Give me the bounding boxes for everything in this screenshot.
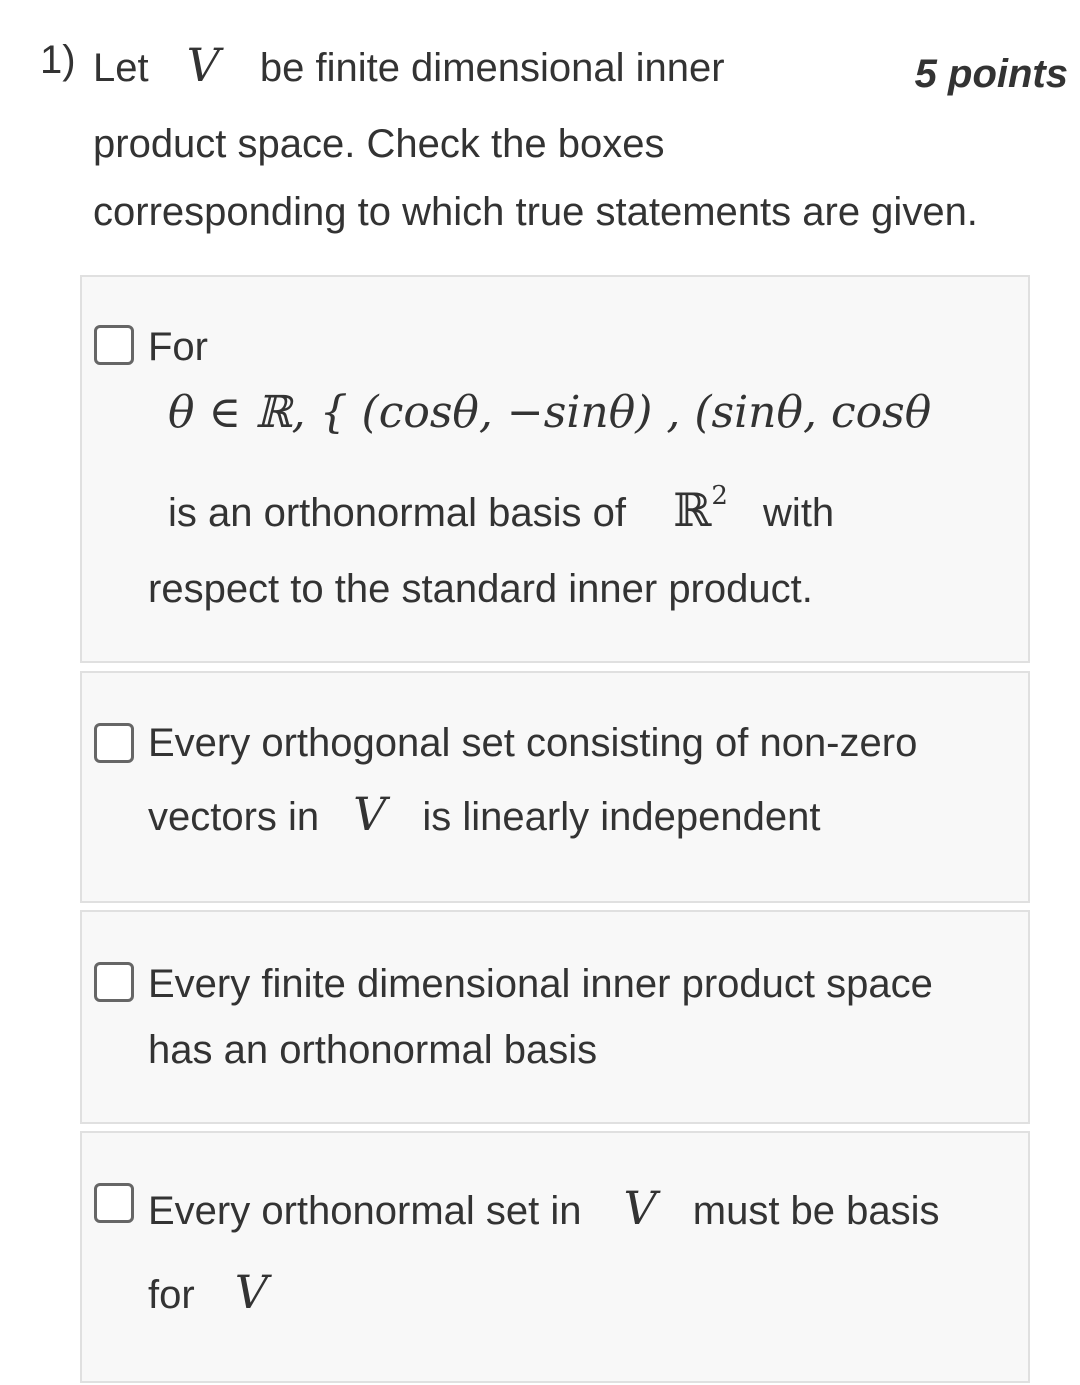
points-label: 5 points	[914, 52, 1068, 96]
option-4-line-2: for V	[148, 1265, 268, 1319]
option-2-line-2: vectors in V is linearly independent	[148, 787, 821, 841]
math-v: V	[186, 38, 220, 92]
option-1-line-1: For	[148, 325, 208, 369]
option-4-line-1: Every orthonormal set in V must be basis	[148, 1181, 940, 1235]
option-2-checkbox[interactable]	[94, 723, 134, 763]
option-1-formula: θ ∈ ℝ, { (cosθ, −sinθ) , (sinθ, cosθ	[168, 387, 932, 438]
math-reals: ℝ$^2$	[673, 481, 728, 537]
math-v: V	[353, 787, 387, 841]
option-2-line-1: Every orthogonal set consisting of non-zero	[148, 721, 918, 765]
question-text-line-1: Let V be finite dimensional inner	[93, 38, 725, 92]
option-3-checkbox[interactable]	[94, 962, 134, 1002]
question-number: 1)	[40, 38, 76, 82]
question-text-line-3: corresponding to which true statements are given.	[93, 190, 978, 234]
option-3[interactable]	[80, 910, 1030, 1124]
option-3-line-1: Every finite dimensional inner product space	[148, 962, 933, 1006]
option-3-line-2: has an orthonormal basis	[148, 1028, 598, 1072]
option-1-line-3: respect to the standard inner product.	[148, 567, 813, 611]
option-4[interactable]	[80, 1131, 1030, 1383]
math-v: V	[623, 1181, 657, 1235]
option-2[interactable]	[80, 671, 1030, 903]
option-4-checkbox[interactable]	[94, 1183, 134, 1223]
option-1-checkbox[interactable]	[94, 325, 134, 365]
option-1-line-2: is an orthonormal basis of ℝ$^2$ with	[168, 481, 835, 537]
option-1[interactable]	[80, 275, 1030, 663]
question-text-line-2: product space. Check the boxes	[93, 122, 665, 166]
math-v: V	[234, 1265, 268, 1319]
